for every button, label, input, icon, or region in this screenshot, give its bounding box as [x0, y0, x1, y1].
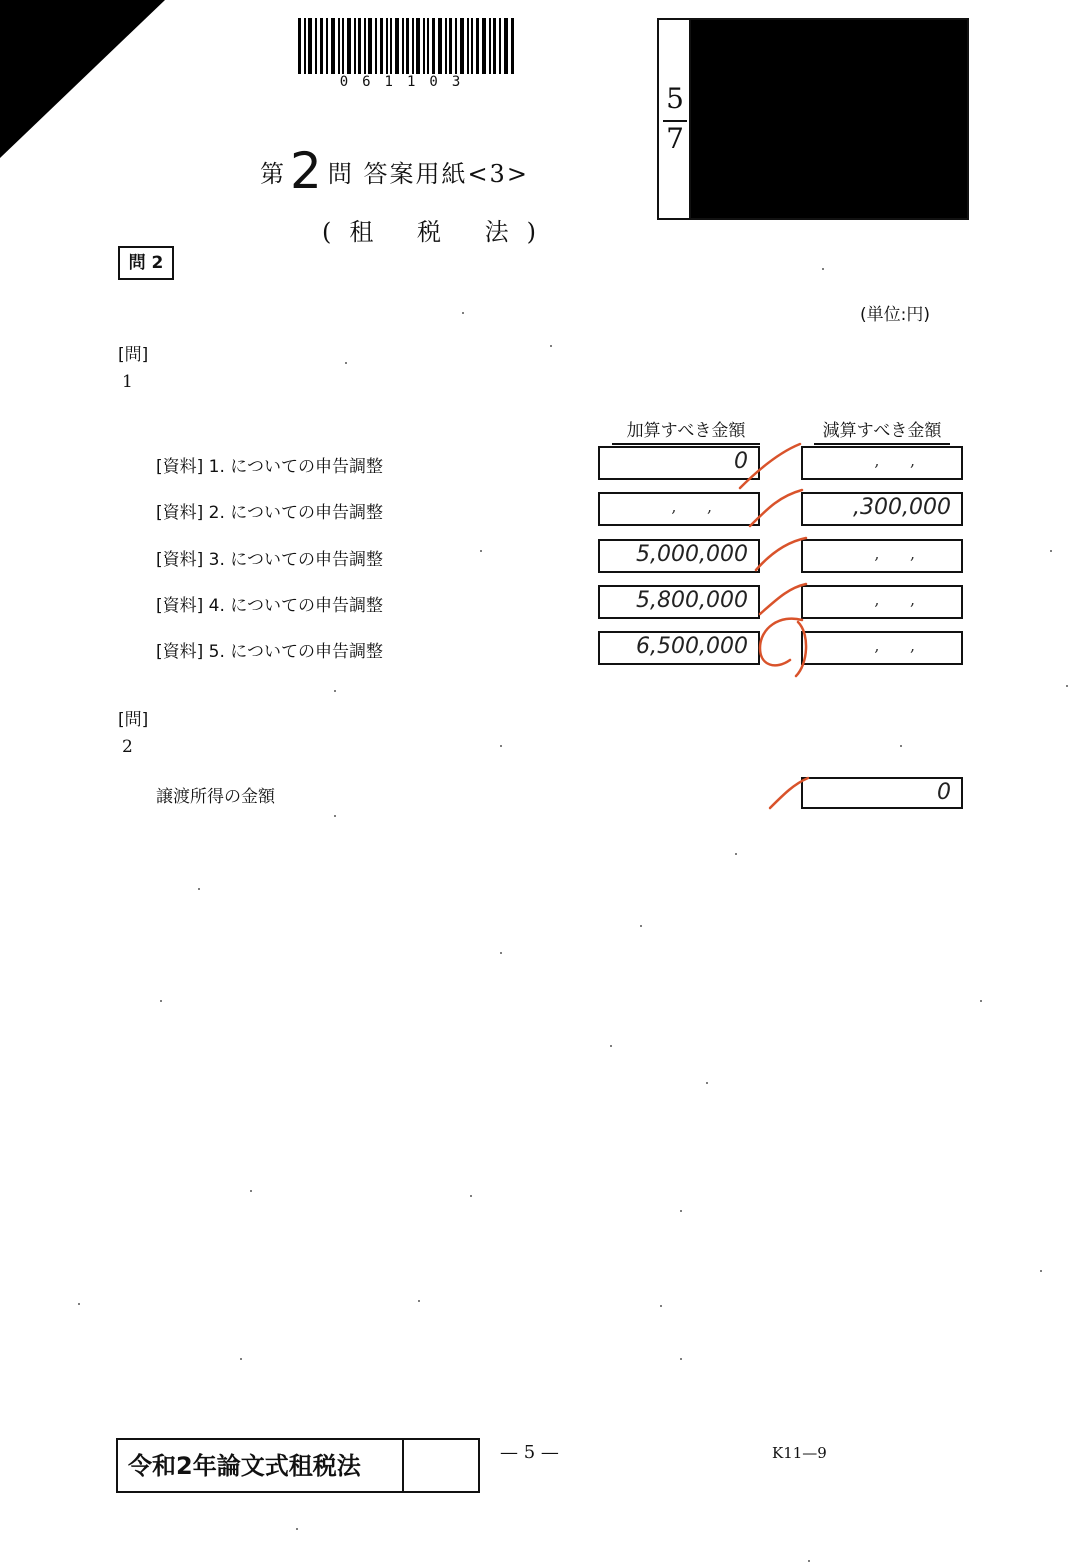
grading-marks — [730, 438, 830, 818]
row-label-3: [資料] 3. についての申告調整 — [156, 550, 383, 570]
title-suffix: 問 答案用紙<3> — [327, 160, 529, 188]
page-number: — 5 — — [500, 1442, 559, 1463]
corner-marker — [0, 0, 170, 160]
row-label-1: [資料] 1. についての申告調整 — [156, 457, 383, 477]
check-mark-4 — [760, 584, 806, 614]
row-label-2: [資料] 2. についての申告調整 — [156, 503, 383, 523]
add-amount-5[interactable]: 6,500,000 — [598, 631, 760, 665]
add-amount-2[interactable]: , , — [598, 492, 760, 526]
form-code: K11—9 — [772, 1444, 827, 1462]
transfer-income-label: 譲渡所得の金額 — [156, 787, 275, 807]
col-header-sub: 減算すべき金額 — [814, 416, 950, 445]
barcode-number: 061103 — [339, 74, 475, 90]
col-header-add: 加算すべき金額 — [612, 416, 760, 445]
check-mark-6 — [770, 778, 808, 808]
seat-denominator: 7 — [666, 122, 684, 155]
footer-divider — [402, 1440, 404, 1491]
check-mark-2 — [750, 490, 802, 526]
seat-numerator: 5 — [666, 82, 684, 115]
title-number: 2 — [290, 142, 324, 200]
transfer-income-amount[interactable]: 0 — [801, 777, 963, 809]
add-amount-4[interactable]: 5,800,000 — [598, 585, 760, 619]
section2-number: 2 — [122, 737, 133, 757]
sub-amount-2[interactable]: ,300,000 — [801, 492, 963, 526]
sub-amount-5[interactable]: , , — [801, 631, 963, 665]
row-label-5: [資料] 5. についての申告調整 — [156, 642, 383, 662]
footer-exam-title: 令和2年論文式租税法 — [128, 1452, 361, 1480]
add-amount-1[interactable]: 0 — [598, 446, 760, 480]
page-subtitle: (租 税 法) — [322, 218, 554, 246]
add-amount-3[interactable]: 5,000,000 — [598, 539, 760, 573]
row-label-4: [資料] 4. についての申告調整 — [156, 596, 383, 616]
redacted-id-box — [657, 18, 969, 220]
sub-amount-4[interactable]: , , — [801, 585, 963, 619]
section1-label: [問] — [118, 345, 149, 365]
question-tag: 問 2 — [118, 246, 174, 280]
title-prefix: 第 — [260, 160, 286, 188]
barcode — [296, 18, 518, 74]
section2-label: [問] — [118, 710, 149, 730]
section1-number: 1 — [122, 372, 133, 392]
sub-amount-1[interactable]: , , — [801, 446, 963, 480]
page-title — [260, 142, 529, 200]
seat-fraction-cell — [659, 20, 691, 218]
check-mark-1 — [740, 444, 800, 488]
check-mark-3 — [756, 538, 806, 570]
sub-amount-3[interactable]: , , — [801, 539, 963, 573]
circle-mark — [760, 619, 806, 676]
unit-label: (単位:円) — [860, 305, 930, 325]
